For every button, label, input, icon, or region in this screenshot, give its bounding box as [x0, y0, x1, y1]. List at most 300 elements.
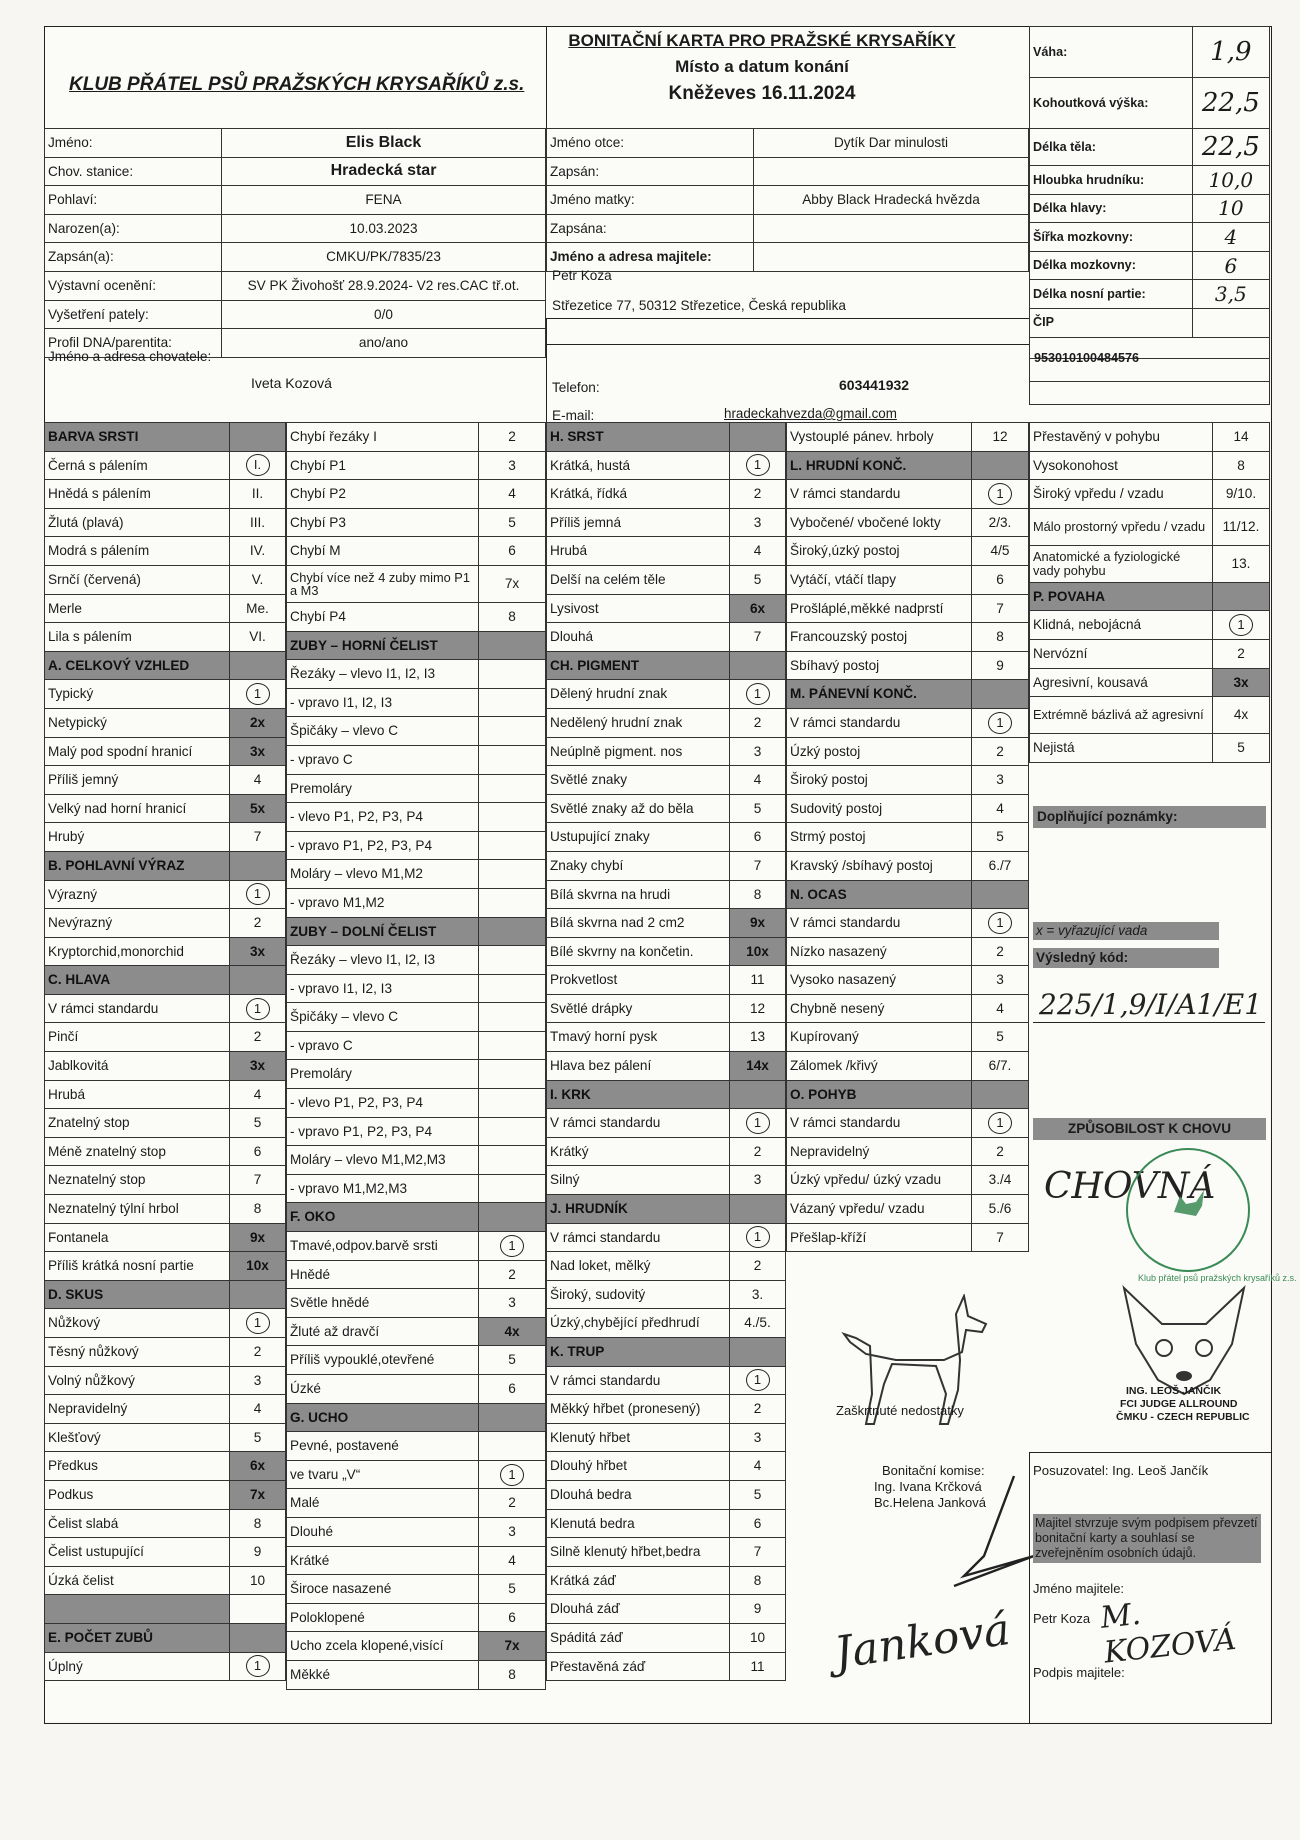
option-label: Nervózní: [1030, 639, 1213, 668]
option-label: Poloklopené: [287, 1603, 479, 1632]
option-code: 3: [479, 1517, 546, 1546]
option-label: V rámci standardu: [787, 708, 972, 737]
option-label: Špičáky – vlevo C: [287, 1003, 479, 1032]
option-label: Nízko nasazený: [787, 937, 972, 966]
option-label: Nejistá: [1030, 734, 1213, 763]
option-code: 13: [730, 1023, 786, 1052]
option-neuplne-pigment-nos: [547, 737, 786, 766]
option-label: Krátká, hustá: [547, 451, 730, 480]
option-code: 3x: [230, 737, 286, 766]
option-code: 3.: [730, 1280, 786, 1309]
option-bile-skvrny-na-koncetin: [547, 937, 786, 966]
option-code: VI.: [230, 623, 286, 652]
measure-row: [1030, 308, 1270, 337]
option-label: Hnědé: [287, 1260, 479, 1289]
option-predkus: [45, 1452, 286, 1481]
option-vlevo-p1-p2-p3-p4: [287, 803, 546, 832]
option-code: 7: [730, 1538, 786, 1567]
option-premolary: [287, 774, 546, 803]
phone-value: 603441932: [839, 377, 910, 393]
option-label: Velký nad horní hranicí: [45, 794, 230, 823]
option-code: 2: [230, 1338, 286, 1367]
option-label: Podkus: [45, 1480, 230, 1509]
option-code: [479, 1060, 546, 1089]
parent-field-label: Jméno a adresa majitele:: [547, 243, 754, 272]
section-header: P. POVAHA: [1030, 582, 1213, 611]
section-d-skus: [45, 1280, 286, 1309]
option-code: 6: [479, 1603, 546, 1632]
option-label: Měkké: [287, 1660, 479, 1689]
option-code: [730, 451, 786, 480]
option-code: [972, 909, 1029, 938]
option-siroky-sudovity: [547, 1280, 786, 1309]
option-nevyrazny: [45, 909, 286, 938]
option-label: Ustupující znaky: [547, 823, 730, 852]
option-code: [479, 831, 546, 860]
option-chybne-neseny: [787, 994, 1029, 1023]
scoring-col-3: [546, 422, 786, 1681]
option-label: Klenutý hřbet: [547, 1423, 730, 1452]
option-code: 7: [972, 1223, 1029, 1252]
judge-stamp-3: ČMKU - CZECH REPUBLIC: [1116, 1411, 1250, 1423]
option-v-ramci-standardu: [787, 708, 1029, 737]
option-celist-slaba: [45, 1509, 286, 1538]
option-dlouhe: [287, 1517, 546, 1546]
option-label: Fontanela: [45, 1223, 230, 1252]
option-molary-vlevo-m1-m2: [287, 860, 546, 889]
option-label: Neúplně pigment. nos: [547, 737, 730, 766]
section-header-cell: [730, 1338, 786, 1367]
option-label: Hlava bez pálení: [547, 1052, 730, 1081]
option-label: Kryptorchid,monorchid: [45, 937, 230, 966]
parent-field-value: [754, 157, 1029, 186]
option-hneda-s-palenim: [45, 480, 286, 509]
option-spicaky-vlevo-c: [287, 1003, 546, 1032]
email-label: E-mail:: [552, 408, 595, 423]
option-code: 5: [230, 1423, 286, 1452]
selected-mark: 1: [988, 483, 1012, 505]
dog-field-value: FENA: [222, 186, 546, 215]
option-code: 2: [972, 1137, 1029, 1166]
measure-value: 6: [1192, 251, 1269, 280]
option-kryptorchid-monorchid: [45, 937, 286, 966]
section-header-cell: [972, 880, 1029, 909]
option-label: Chybí P1: [287, 451, 479, 480]
option-label: Úzký,chybějící předhrudí: [547, 1309, 730, 1338]
option-svetle-drapky: [547, 994, 786, 1023]
option-netypicky: [45, 708, 286, 737]
option-prokvetlost: [547, 966, 786, 995]
option-code: 3x: [230, 937, 286, 966]
option-prilis-kratka-nosni-partie: [45, 1252, 286, 1281]
option-label: Hrubá: [547, 537, 730, 566]
option-code: 3x: [230, 1052, 286, 1081]
measure-row: [1030, 166, 1270, 195]
option-dlouha-zad: [547, 1595, 786, 1624]
section-header-cell: [230, 1280, 286, 1309]
option-label: Chybí více než 4 zuby mimo P1 a M3: [287, 565, 479, 602]
option-label: Čelist slabá: [45, 1509, 230, 1538]
option-label: Znaky chybí: [547, 851, 730, 880]
option-code: 6: [479, 537, 546, 566]
option-label: Neznatelný stop: [45, 1166, 230, 1195]
option-code: 4: [230, 1080, 286, 1109]
section-header: N. OCAS: [787, 880, 972, 909]
measure-value: 4: [1192, 223, 1269, 252]
option-code: [479, 1174, 546, 1203]
parent-field-label: Jméno otce:: [547, 129, 754, 158]
dog-row: [45, 129, 546, 158]
option-label: Výrazný: [45, 880, 230, 909]
dog-info-table: [44, 128, 546, 358]
commission-member-1: Ing. Ivana Krčková: [874, 1479, 982, 1494]
option-code: 3: [730, 508, 786, 537]
option-label: Ucho zcela klopené,visící: [287, 1632, 479, 1661]
option-nejista: [1030, 734, 1270, 763]
option-kratke: [287, 1546, 546, 1575]
option-siroce-nasazene: [287, 1575, 546, 1604]
option-code: 4/5: [972, 537, 1029, 566]
section-header-cell: [1213, 582, 1270, 611]
breeder-value: Iveta Kozová: [251, 375, 332, 391]
option-code: 8: [730, 880, 786, 909]
option-label: Strmý postoj: [787, 823, 972, 852]
option-code: 5: [730, 565, 786, 594]
option-label: Přestavěná záď: [547, 1652, 730, 1681]
option-nuzkovy: [45, 1309, 286, 1338]
option-label: V rámci standardu: [45, 994, 230, 1023]
option-code: 3: [730, 1423, 786, 1452]
parents-table: [546, 128, 1029, 272]
option-podkus: [45, 1480, 286, 1509]
option-svetle-znaky-az-do-bela: [547, 794, 786, 823]
option-vlevo-p1-p2-p3-p4: [287, 1089, 546, 1118]
option-mekke: [287, 1660, 546, 1689]
option-code: 4: [230, 1395, 286, 1424]
option-label: Chybí M: [287, 537, 479, 566]
option-prilis-vypoukle-otevrene: [287, 1346, 546, 1375]
parent-field-label: Zapsán:: [547, 157, 754, 186]
option-label: - vpravo P1, P2, P3, P4: [287, 831, 479, 860]
option-code: [479, 1432, 546, 1461]
signature-owner: M. KOZOVÁ: [1098, 1596, 1238, 1671]
option-jablkovita: [45, 1052, 286, 1081]
option-label: Modrá s pálením: [45, 537, 230, 566]
option-code: 14: [1213, 423, 1270, 452]
option-prilis-jemna: [547, 508, 786, 537]
option-code: 3: [230, 1366, 286, 1395]
option-nepravidelny: [787, 1137, 1029, 1166]
option-sudovity-postoj: [787, 794, 1029, 823]
section-a-celkovy-vzhled: [45, 651, 286, 680]
option-uzka-celist: [45, 1566, 286, 1595]
selected-mark: 1: [988, 1112, 1012, 1134]
option-chybi-p2: [287, 480, 546, 509]
option-label: Agresivní, kousavá: [1030, 668, 1213, 697]
option-code: III.: [230, 508, 286, 537]
dog-row: [45, 214, 546, 243]
measure-value: 22,5: [1192, 129, 1269, 166]
option-dlouha-bedra: [547, 1480, 786, 1509]
option-proslaple-mekke-nadprsti: [787, 594, 1029, 623]
option-code: 7x: [230, 1480, 286, 1509]
owner-line-1: [546, 318, 1029, 319]
option-velky-nad-horni-hranici: [45, 794, 286, 823]
option-label: Chybí P2: [287, 480, 479, 509]
option-label: Francouzský postoj: [787, 623, 972, 652]
section-header-cell: [972, 680, 1029, 709]
option-label: Bílá skvrna na hrudi: [547, 880, 730, 909]
option-code: 9x: [730, 909, 786, 938]
option-nervozni: [1030, 639, 1270, 668]
option-code: 11: [730, 966, 786, 995]
option-uplny: [45, 1652, 286, 1681]
section-header-cell: [479, 631, 546, 660]
option-label: Nad loket, mělký: [547, 1252, 730, 1281]
section-header-cell: [230, 966, 286, 995]
option-hnede: [287, 1260, 546, 1289]
selected-mark: 1: [500, 1235, 524, 1257]
selected-mark: 1: [246, 1312, 270, 1334]
dog-field-value: ano/ano: [222, 329, 546, 358]
consent-text: Majitel stvrzuje svým podpisem převzetí bonitační karty a souhlasí se zveřejněním osobních údajů.: [1033, 1514, 1261, 1563]
option-vybocene-vbocene-lokty: [787, 508, 1029, 537]
measure-row: [1030, 78, 1270, 129]
option-spadita-zad: [547, 1623, 786, 1652]
measure-value: 10,0: [1192, 166, 1269, 195]
option-label: Čelist ustupující: [45, 1538, 230, 1567]
option-code: 6x: [730, 594, 786, 623]
option-label: Nepravidelný: [787, 1137, 972, 1166]
section-header-cell: [730, 651, 786, 680]
option-label: ve tvaru „V“: [287, 1460, 479, 1489]
selected-mark: 1: [246, 683, 270, 705]
option-znatelny-stop: [45, 1109, 286, 1138]
option-label: Hnědá s pálením: [45, 480, 230, 509]
option-vpravo-i1-i2-i3: [287, 688, 546, 717]
option-code: [479, 660, 546, 689]
option-prestavena-zad: [547, 1652, 786, 1681]
measure-label: Váha:: [1030, 27, 1193, 78]
option-tmavy-horni-pysk: [547, 1023, 786, 1052]
option-label: Prokvetlost: [547, 966, 730, 995]
option-label: - vlevo P1, P2, P3, P4: [287, 1089, 479, 1118]
dog-field-value: Elis Black: [222, 129, 546, 158]
option-code: 2: [479, 1260, 546, 1289]
option-code: [479, 1460, 546, 1489]
dog-field-label: Jméno:: [45, 129, 222, 158]
option-label: V rámci standardu: [787, 1109, 972, 1138]
section-g-ucho: [287, 1403, 546, 1432]
section-header: J. HRUDNÍK: [547, 1195, 730, 1224]
option-code: 3: [730, 737, 786, 766]
option-sbihavy-postoj: [787, 651, 1029, 680]
option-label: Široký vpředu / vzadu: [1030, 480, 1213, 509]
section-c-hlava: [45, 966, 286, 995]
dog-row: [45, 157, 546, 186]
option-vytaci-vtaci-tlapy: [787, 565, 1029, 594]
option-code: [972, 708, 1029, 737]
option-label: Hrubý: [45, 823, 230, 852]
option-code: 2: [730, 1137, 786, 1166]
option-uzky-postoj: [787, 737, 1029, 766]
option-label: Vysokonohost: [1030, 451, 1213, 480]
option-label: Vysoko nasazený: [787, 966, 972, 995]
option-label: Řezáky – vlevo I1, I2, I3: [287, 946, 479, 975]
option-code: 2x: [230, 708, 286, 737]
option-vpravo-m1-m2: [287, 888, 546, 917]
option-label: Úplný: [45, 1652, 230, 1681]
option-code: [1213, 611, 1270, 640]
selected-mark: 1: [246, 1655, 270, 1677]
blank-row: [45, 1595, 286, 1624]
option-label: Měkký hřbet (pronesený): [547, 1395, 730, 1424]
option-code: 4: [972, 794, 1029, 823]
parent-field-value: Abby Black Hradecká hvězda: [754, 186, 1029, 215]
section-zuby-horni-celist: [287, 631, 546, 660]
option-silne-klenuty-hrbet-bedra: [547, 1538, 786, 1567]
dog-field-value: SV PK Živohošť 28.9.2024- V2 res.CAC tř.ot.: [222, 271, 546, 300]
option-code: 3./4: [972, 1166, 1029, 1195]
measure-label: Hloubka hrudníku:: [1030, 166, 1193, 195]
option-label: Světlé drápky: [547, 994, 730, 1023]
option-code: 2: [230, 909, 286, 938]
option-klestovy: [45, 1423, 286, 1452]
option-rezaky-vlevo-i1-i2-i3: [287, 660, 546, 689]
place-date: Kněževes 16.11.2024: [668, 83, 856, 104]
option-label: Lysivost: [547, 594, 730, 623]
option-code: 6/7.: [972, 1052, 1029, 1081]
option-vpravo-p1-p2-p3-p4: [287, 1117, 546, 1146]
section-header: ZUBY – HORNÍ ČELIST: [287, 631, 479, 660]
option-chybi-p4: [287, 602, 546, 631]
option-label: - vpravo M1,M2,M3: [287, 1174, 479, 1203]
section-barva-srsti: [45, 423, 286, 452]
option-code: 7x: [479, 565, 546, 602]
dog-field-value: 10.03.2023: [222, 214, 546, 243]
ticked-faults-label: Zaškrtnuté nedostatky: [836, 1403, 964, 1418]
option-uzky-vpredu-uzky-vzadu: [787, 1166, 1029, 1195]
section-p-povaha: [1030, 582, 1270, 611]
option-label: Světle hnědé: [287, 1289, 479, 1318]
option-typicky: [45, 680, 286, 709]
section-o-pohyb: [787, 1080, 1029, 1109]
option-label: Neznatelný týlní hrbol: [45, 1195, 230, 1224]
option-siroky-vpredu-vzadu: [1030, 480, 1270, 509]
option-svetle-znaky: [547, 766, 786, 795]
section-f-oko: [287, 1203, 546, 1232]
selected-mark: 1: [988, 912, 1012, 934]
option-strmy-postoj: [787, 823, 1029, 852]
option-label: Krátké: [287, 1546, 479, 1575]
dog-field-label: Profil DNA/parentita:: [45, 329, 222, 358]
measure-row: [1030, 27, 1270, 78]
option-label: Nedělený hrudní znak: [547, 708, 730, 737]
option-hruba: [547, 537, 786, 566]
option-label: Dlouhá záď: [547, 1595, 730, 1624]
option-code: 5: [479, 1575, 546, 1604]
parent-field-value: [754, 243, 1029, 272]
option-code: 4: [230, 766, 286, 795]
measure-row: [1030, 251, 1270, 280]
section-e-pocet-zubu: [45, 1623, 286, 1652]
result-code: 225/1,9/I/A1/E1: [1039, 988, 1263, 1021]
option-hruba: [45, 1080, 286, 1109]
option-code: 7: [230, 823, 286, 852]
option-code: 8: [1213, 451, 1270, 480]
option-label: Malý pod spodní hranicí: [45, 737, 230, 766]
option-label: Úzký postoj: [787, 737, 972, 766]
option-code: 6x: [230, 1452, 286, 1481]
measure-label: Délka nosní partie:: [1030, 280, 1193, 309]
option-label: Vystouplé pánev. hrboly: [787, 423, 972, 452]
option-vpravo-c: [287, 1031, 546, 1060]
option-male: [287, 1489, 546, 1518]
option-label: Sudovitý postoj: [787, 794, 972, 823]
option-neznatelny-tylni-hrbol: [45, 1195, 286, 1224]
option-label: Žluté až dravčí: [287, 1317, 479, 1346]
option-mene-znatelny-stop: [45, 1137, 286, 1166]
section-header: O. POHYB: [787, 1080, 972, 1109]
option-vysoko-nasazeny: [787, 966, 1029, 995]
measure-row: [1030, 129, 1270, 166]
option-label: Úzké: [287, 1375, 479, 1404]
option-spicaky-vlevo-c: [287, 717, 546, 746]
option-label: V rámci standardu: [547, 1223, 730, 1252]
option-label: Příliš jemný: [45, 766, 230, 795]
option-rezaky-vlevo-i1-i2-i3: [287, 946, 546, 975]
option-label: Typický: [45, 680, 230, 709]
option-pinci: [45, 1023, 286, 1052]
option-label: Černá s pálením: [45, 451, 230, 480]
dog-field-label: Chov. stanice:: [45, 157, 222, 186]
option-code: 10x: [230, 1252, 286, 1281]
section-header-cell: [479, 917, 546, 946]
option-code: 6: [730, 1509, 786, 1538]
dog-field-value: CMKU/PK/7835/23: [222, 243, 546, 272]
option-volny-nuzkovy: [45, 1366, 286, 1395]
option-pevne-postavene: [287, 1432, 546, 1461]
option-chybi-vice-nez-4-zuby-mimo-p1-a-m3: [287, 565, 546, 602]
option-code: 6./7: [972, 851, 1029, 880]
option-code: 10x: [730, 937, 786, 966]
option-klenuty-hrbet: [547, 1423, 786, 1452]
option-code: [479, 1117, 546, 1146]
owner-name: Petr Koza: [552, 268, 612, 283]
option-code: 2: [479, 423, 546, 452]
section-header-cell: [730, 423, 786, 452]
option-zalomek-krivy: [787, 1052, 1029, 1081]
option-code: 5: [730, 1480, 786, 1509]
option-lysivost: [547, 594, 786, 623]
section-header: L. HRUDNÍ KONČ.: [787, 451, 972, 480]
option-label: Nevýrazný: [45, 909, 230, 938]
scoring-col-1: [44, 422, 286, 1681]
section-header: D. SKUS: [45, 1280, 230, 1309]
owner-name-value: Petr Koza: [1033, 1611, 1091, 1626]
option-mekky-hrbet-proneseny: [547, 1395, 786, 1424]
option-siroky-postoj: [787, 766, 1029, 795]
option-code: 7: [730, 623, 786, 652]
option-celist-ustupujici: [45, 1538, 286, 1567]
option-code: [479, 717, 546, 746]
option-code: [972, 480, 1029, 509]
parent-field-label: Zapsána:: [547, 214, 754, 243]
option-label: Vázaný vpředu/ vzadu: [787, 1195, 972, 1224]
option-code: IV.: [230, 537, 286, 566]
option-code: [479, 1146, 546, 1175]
option-preslap-krizi: [787, 1223, 1029, 1252]
